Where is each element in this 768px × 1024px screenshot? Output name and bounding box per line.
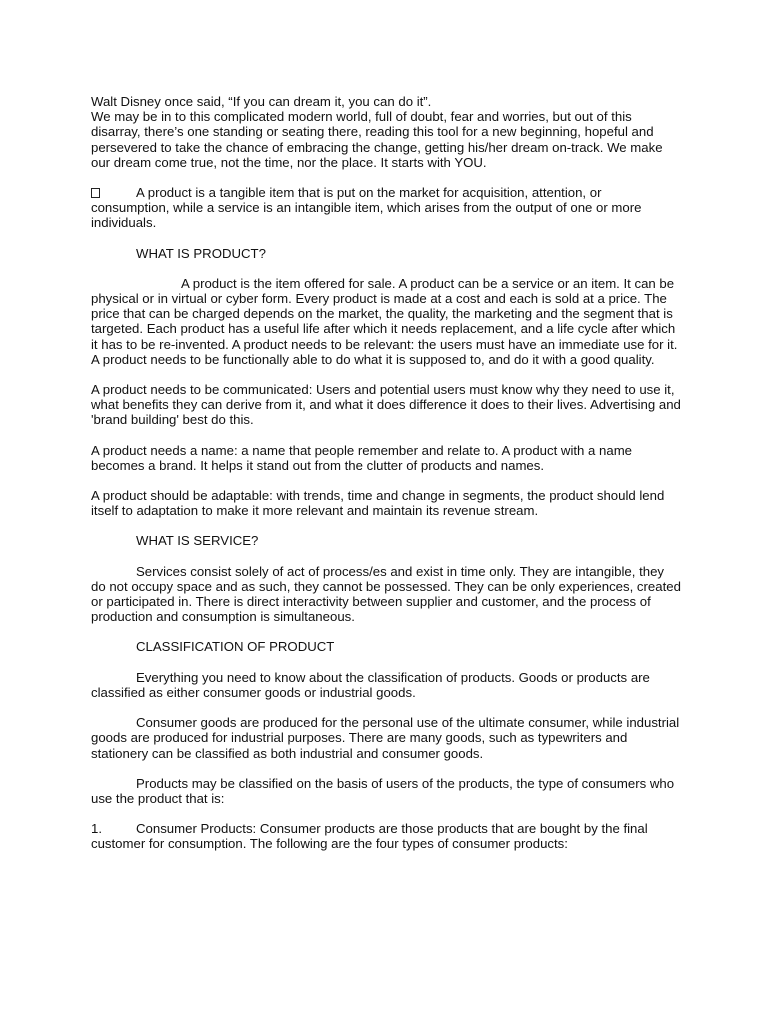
product-paragraph-4: A product should be adaptable: with trends, time and change in segments, the product should lend itself to adaptation to make it more relevant and maintain its revenue stream. <box>91 488 665 519</box>
walt-disney-quote: Walt Disney once said, “If you can dream it, you can do it”. <box>91 94 432 109</box>
classification-paragraph-3: Products may be classified on the basis of users of the products, the type of consumers who use the product that is: <box>91 775 675 806</box>
service-paragraph-1: Services consist solely of act of process/es and exist in time only. They are intangible, they do not occupy space and as such, they cannot be possessed. They can be only experiences, created or participated in. There is direct interactivity between supplier and customer, and the process of production and consumption is simultaneous. <box>91 563 681 625</box>
list-item-number: 1. <box>91 821 102 837</box>
checkbox-bullet-icon <box>91 188 100 198</box>
product-paragraph-1: A product is the item offered for sale. A product can be a service or an item. It can be physical or in virtual or cyber form. Every product is made at a cost and each is sold at a price. The price that can be charged depends on the market, the quality, the marketing and the segment that is targeted. Each product has a useful life after which it needs replacement, and a life cycle after which it has to be re-invented. A product needs to be relevant: the users must have an immediate use for it. A product needs to be functionally able to do what it is supposed to, and do it with a good quality. <box>91 275 678 367</box>
list-item-text: Consumer Products: Consumer products are those products that are bought by the final customer for consumption. The following are the four types of consumer products: <box>91 821 648 852</box>
intro-section <box>91 94 681 170</box>
definition-text: A product is a tangible item that is put on the market for acquisition, attention, or consumption, while a service is an intangible item, which arises from the output of one or more individuals. <box>91 185 642 231</box>
heading-what-is-service: WHAT IS SERVICE? <box>136 533 259 549</box>
product-paragraph-2: A product needs to be communicated: Users and potential users must know why they need to use it, what benefits they can derive from it, and what it does difference it does to their lives. Advertising and 'brand building' best do this. <box>91 382 681 428</box>
heading-classification-of-product: CLASSIFICATION OF PRODUCT <box>136 639 335 655</box>
product-paragraph-3: A product needs a name: a name that people remember and relate to. A product with a name becomes a brand. It helps it stand out from the clutter of products and names. <box>91 442 633 473</box>
list-item-consumer-products <box>91 821 681 851</box>
definition-paragraph <box>91 185 681 231</box>
classification-paragraph-1: Everything you need to know about the classification of products. Goods or products are classified as either consumer goods or industrial goods. <box>91 669 650 700</box>
classification-paragraph-2: Consumer goods are produced for the personal use of the ultimate consumer, while industrial goods are produced for industrial purposes. There are many goods, such as typewriters and stationery can be classified as both industrial and consumer goods. <box>91 715 680 761</box>
document-page <box>91 94 681 867</box>
heading-what-is-product: WHAT IS PRODUCT? <box>136 245 266 261</box>
intro-paragraph: We may be in to this complicated modern world, full of doubt, fear and worries, but out of this disarray, there’s one standing or seating there, reading this tool for a new beginning, hopeful and persevered to take the chance of embracing the change, getting his/her dream on-track. We make our dream come true, not the time, nor the place. It starts with YOU. <box>91 109 663 170</box>
